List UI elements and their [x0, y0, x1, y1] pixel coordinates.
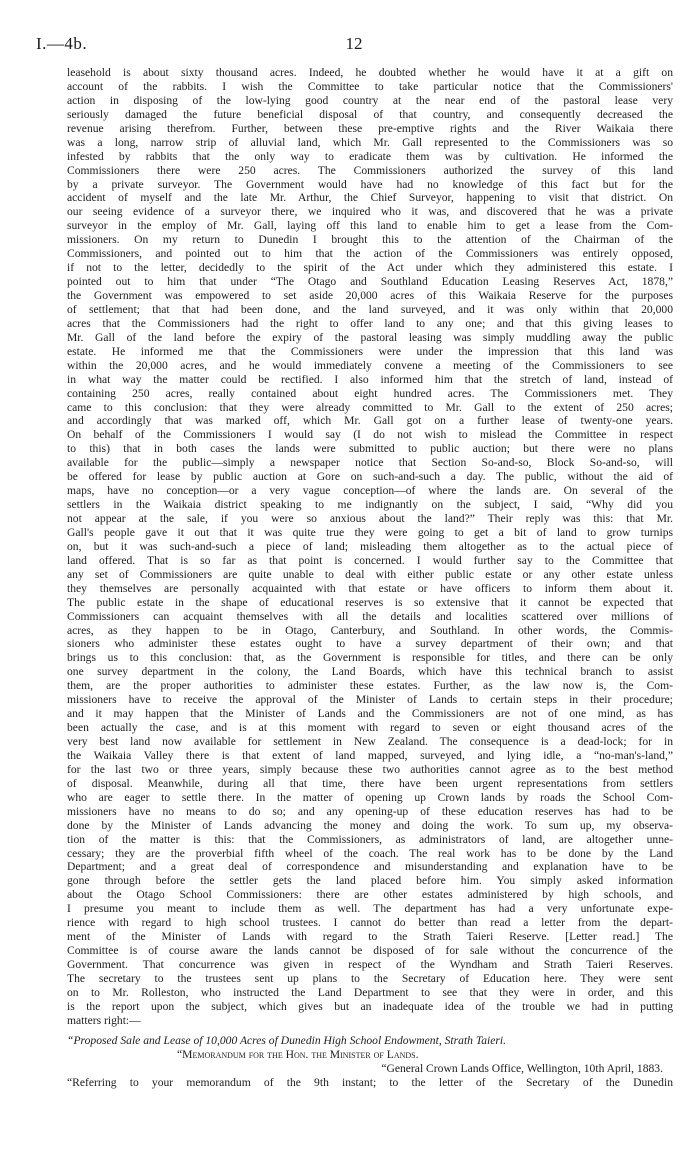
text-line: available for the public—simply a newspaper notice that Section So-and-so, Block So-and-so, will [67, 456, 673, 470]
text-line: they themselves are personally acquainted with that estate or have officers to inform them about it. [67, 581, 673, 595]
text-line: pointed out to him that under “The Otago and Southland Education Leasing Reserves Act, 1878,” [67, 275, 673, 289]
text-line: I presume you meant to include them as well. The department has had a very unfortunate expe- [67, 902, 673, 916]
text-line: if not to the letter, decidedly to the spirit of the Act under which they administered this estate. I [67, 261, 673, 275]
text-line: Committee is of course aware the lands cannot be disposed of for sale without the concurrence of the [67, 944, 673, 958]
text-line: matters right:— [67, 1013, 141, 1027]
page-header [36, 34, 672, 56]
letter-opening: “Referring to your memorandum of the 9th instant; to the letter of the Secretary of the Dunedin [67, 1075, 673, 1089]
text-line: not appear at the sale, if you were so anxious about the land?” Their reply was this: that Mr. [67, 512, 673, 525]
text-line: ment of the Minister of Lands with regard to the Strath Taieri Reserve. [Letter read.] The [67, 930, 673, 944]
text-line: maps, have no conception—or a very vague conception—of where the lands are. On several of the [67, 484, 673, 498]
text-line: accident of myself and the late Mr. Arthur, the Chief Surveyor, happening to visit that district. On [67, 191, 673, 205]
text-line: the Waikaia Valley there is that extent of land mapped, surveyed, and lying idle, a “no-man's-land,” [67, 748, 673, 762]
text-line: On behalf of the Commissioners I would say (I do not wish to mislead the Committee in respect [67, 428, 673, 442]
text-line: and it may happen that the Minister of Lands and the Commissioners are not of one mind, as has [67, 707, 673, 721]
text-line: one survey department in the colony, the Land Boards, which have this technical branch to assist [67, 665, 673, 679]
text-line: be offered for lease by public auction at Gore on such-and-such a day. The public, without the aid of [67, 470, 673, 484]
text-line: Gall's people gave it out that it was quite true they were going to get a bit of land to grow turnips [67, 525, 673, 539]
text-line: revenue arising therefrom. Further, between these pre-emptive rights and the River Waikaia there [67, 121, 673, 135]
text-line: by a private surveyor. The Government would have had no knowledge of this fact but for the [67, 177, 673, 191]
text-line: done by the Minister of Lands advancing the money and doing the work. To sum up, my observa- [67, 818, 673, 832]
text-line: of disposal. Meanwhile, during all that time, there have been urgent representations from settlers [67, 776, 673, 790]
text-line: was a long, narrow strip of alluvial land, which Mr. Gall represented to the Commissioners was so [67, 135, 673, 149]
text-line: tion of the matter is this: that the Commissioners, as administrators of land, are altogether unne- [67, 832, 673, 846]
memorandum-line: “Memorandum for the Hon. the Minister of Lands. [177, 1047, 419, 1061]
text-line: gone through before the settler gets the land placed before him. You simply asked information [67, 874, 673, 888]
letter-heading: “Proposed Sale and Lease of 10,000 Acres of Dunedin High School Endowment, Strath Taieri. [67, 1033, 507, 1047]
text-line: acres, as they happen to be in Otago, Canterbury, and Southland. In other words, the Commis- [67, 623, 673, 637]
text-line: land offered. That is so far as that point is concerned. I would further say to the Committee that [67, 553, 673, 567]
text-line: Government. That concurrence was given in respect of the Wyndham and Strath Taieri Reserves. [67, 958, 673, 971]
text-line: Commissioners can acquaint themselves with all the details and localities scattered over millions of [67, 609, 673, 623]
text-line: sioners who administer these estates ought to have a survey department of their own; and that [67, 637, 673, 651]
text-line: came to this conclusion: that they were already committed to Mr. Gall to the extent of 250 acres; [67, 400, 673, 414]
dateline: “General Crown Lands Office, Wellington, 10th April, 1883. [381, 1061, 663, 1075]
testimony-paragraph [67, 66, 673, 1028]
text-line: the Government was empowered to set aside 20,000 acres of this Waikaia Reserve for the purposes [67, 289, 673, 302]
text-line: infested by rabbits that the only way to eradicate them was by cultivation. He informed the [67, 149, 673, 163]
text-line: surveyor in the employ of Mr. Gall, laying off this land to enable him to get a lease from the Com- [67, 219, 673, 233]
text-line: brings us to this conclusion: that, as the Government is responsible for titles, and there can be only [67, 651, 673, 665]
text-line: who are eager to settle there. In the matter of opening up Crown lands by roads the School Com- [67, 790, 673, 804]
text-line: estate. He informed me that the Commissioners were under the impression that this land was [67, 344, 673, 358]
page-number: 12 [345, 34, 363, 53]
document-body [67, 66, 673, 1089]
text-line: to this) that in both cases the lands were submitted to public auction; but there were no plans [67, 442, 673, 456]
text-line: missioners. On my return to Dunedin I brought this to the attention of the Chairman of the [67, 233, 673, 247]
text-line: is the report upon the subject, which gives but an inadequate idea of the trouble we had in putting [67, 999, 673, 1013]
text-line: The public estate in the shape of educational reserves is so extensive that it cannot be expected that [67, 595, 673, 609]
text-line: them, are the proper authorities to administer these estates. Further, as the law now is, the Com- [67, 679, 673, 693]
text-line: seriously damaged the future beneficial disposal of that country, and consequently decreased the [67, 107, 673, 121]
text-line: very best land now available for settlement in New Zealand. The consequence is a dead-lock; for in [67, 735, 673, 748]
text-line: Commissioners there were 250 acres. The Commissioners authorized the survey of this land [67, 163, 673, 177]
text-line: and accordingly that was marked off, which Mr. Gall got on a further lease of twenty-one years. [67, 414, 673, 428]
text-line: in what way the matter could be rectified. I also informed him that the stretch of land, instead of [67, 372, 673, 386]
text-line: of settlement; that that had been done, and the land surveyed, and it was only within that 20,000 [67, 302, 673, 316]
text-line: within the 20,000 acres, and he would immediately convene a meeting of the Commissioners to see [67, 358, 673, 372]
text-line: missioners have no means to do so; and any opening-up of these education reserves has had to be [67, 804, 673, 818]
text-line: acres that the Commissioners had the right to offer land to any one; and that this giving leases to [67, 316, 673, 330]
text-line: Commissioners, and pointed out to him that the action of the Commissioners was entirely opposed, [67, 247, 673, 261]
text-line: Department; and a great deal of correspondence and misunderstanding and explanation have to be [67, 860, 673, 874]
text-line: action in disposing of the low-lying good country at the near end of the pastoral lease very [67, 93, 673, 107]
text-line: for the last two or three years, simply because these two authorities cannot agree as to the best method [67, 762, 673, 776]
text-line: account of the rabbits. I wish the Committee to take particular notice that the Commissioners' [67, 79, 673, 93]
document-reference: I.—4b. [36, 34, 88, 53]
text-line: any set of Commissioners are quite unable to deal with either public estate or any other estate unless [67, 567, 673, 581]
text-line: leasehold is about sixty thousand acres. Indeed, he doubted whether he would have it at a gift on [67, 66, 673, 79]
text-line: settlers in the Waikaia district speaking to me indignantly on the subject, I said, “Why did you [67, 498, 673, 512]
text-line: on to Mr. Rolleston, who instructed the Land Department to see that they were in order, and this [67, 985, 673, 999]
text-line: missioners have to receive the approval of the Minister of Lands to certain steps in their procedure; [67, 693, 673, 707]
text-line: been actually the case, and is at this moment with regard to seven or eight thousand acres of the [67, 721, 673, 735]
text-line: on, but it was such-and-such a piece of land; misleading them altogether as to the actual piece of [67, 539, 673, 553]
text-line: cessary; they are the proverbial fifth wheel of the coach. The real work has to be done by the Land [67, 846, 673, 860]
text-line: containing 250 acres, really contained about eight hundred acres. The Commissioners met. They [67, 386, 673, 400]
text-line: Mr. Gall of the land before the expiry of the pastoral leasing was simply muddling away the public [67, 330, 673, 344]
text-line: our seeing evidence of a surveyor there, we inquired who it was, and discovered that he was a private [67, 205, 673, 219]
text-line: about the Otago School Commissioners: there are other estates administered by high schools, and [67, 888, 673, 902]
text-line: rience with regard to high school trustees. I cannot do better than read a letter from the depart- [67, 916, 673, 930]
text-line: The secretary to the trustees sent up plans to the Secretary of Education here. They were sent [67, 971, 673, 985]
